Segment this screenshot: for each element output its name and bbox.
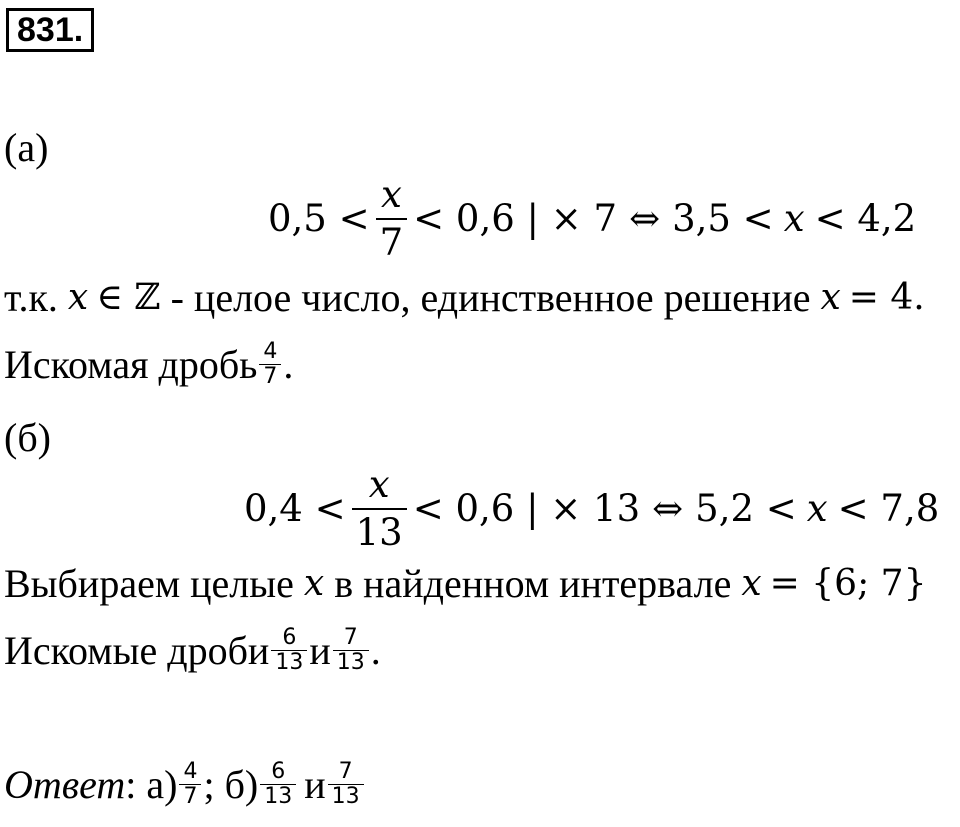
problem-number: 831. [6,8,94,52]
answer-part-a-label: а) [146,761,178,807]
fraction-numerator: x [368,463,390,506]
part-a-fraction-line [4,340,293,389]
solution-set: = {6; 7} [769,563,927,604]
fraction-numerator: 4 [183,759,198,784]
reasoning-text-2: в найденном интервале [334,561,732,606]
fraction-numerator: 4 [263,339,278,364]
answer-fraction-7-over-13 [328,760,364,809]
answer-fraction-4-over-7 [179,760,201,809]
fraction-6-over-13 [271,626,307,675]
result-left: 3,5 < [672,197,774,240]
answer-colon: : [125,761,137,807]
part-b-reasoning [4,560,926,608]
result-right: < 4,2 [814,197,917,240]
fraction-x-over-7 [376,172,408,266]
part-a-reasoning [4,274,925,322]
answer-label: Ответ [4,761,126,807]
fraction-numerator: x [380,173,402,216]
fraction-numerator: 6 [271,759,286,784]
part-a-label: (а) [4,125,49,170]
fraction-denominator: 13 [275,650,304,675]
reasoning-prefix: т.к. [4,275,58,320]
result-right: < 7,8 [837,487,940,530]
fraction-denominator: 13 [336,650,365,675]
period: . [283,341,294,387]
fraction-line-text: Искомые дроби [4,627,270,673]
fraction-7-over-13 [333,626,369,675]
reasoning-text: Выбираем целые [4,561,294,606]
variable-x: x [303,563,325,604]
answer-separator: ; б) [203,761,259,807]
part-a-inequality [268,172,916,266]
variable-x: x [741,563,762,604]
fraction-line-text: Искомая дробь [4,341,258,387]
fraction-denominator: 7 [263,364,278,389]
answer-line [4,760,366,809]
conjunction-and: и [309,627,331,673]
equivalence-symbol: ⇔ [629,197,661,240]
variable-x: x [67,277,89,318]
fraction-denominator: 13 [331,784,360,809]
answer-fraction-6-over-13 [260,760,296,809]
fraction-4-over-7 [259,340,281,389]
part-b-label: (б) [4,415,51,460]
ineq-right: < 0,6 | × 13 [412,487,641,530]
fraction-denominator: 13 [264,784,293,809]
part-b-fraction-line [4,626,381,675]
fraction-denominator: 7 [183,784,198,809]
variable-x: x [820,277,841,318]
ineq-left: 0,5 < [268,197,370,240]
equivalence-symbol: ⇔ [652,487,684,530]
result-variable: x [806,487,828,530]
reasoning-text: - целое число, единственное решение [170,275,811,320]
part-b-inequality [244,462,939,556]
fraction-x-over-13 [352,462,407,556]
integer-set: ∈ ℤ [96,277,161,318]
result-variable: x [783,197,805,240]
fraction-denominator: 13 [355,511,403,554]
fraction-numerator: 7 [338,759,353,784]
period: . [370,627,381,673]
ineq-right: < 0,6 | × 7 [413,197,618,240]
solution-value: = 4. [848,277,925,318]
conjunction-and: и [304,761,326,807]
ineq-left: 0,4 < [244,487,346,530]
fraction-numerator: 7 [343,625,358,650]
fraction-denominator: 7 [379,221,404,264]
fraction-numerator: 6 [282,625,297,650]
result-left: 5,2 < [695,487,797,530]
